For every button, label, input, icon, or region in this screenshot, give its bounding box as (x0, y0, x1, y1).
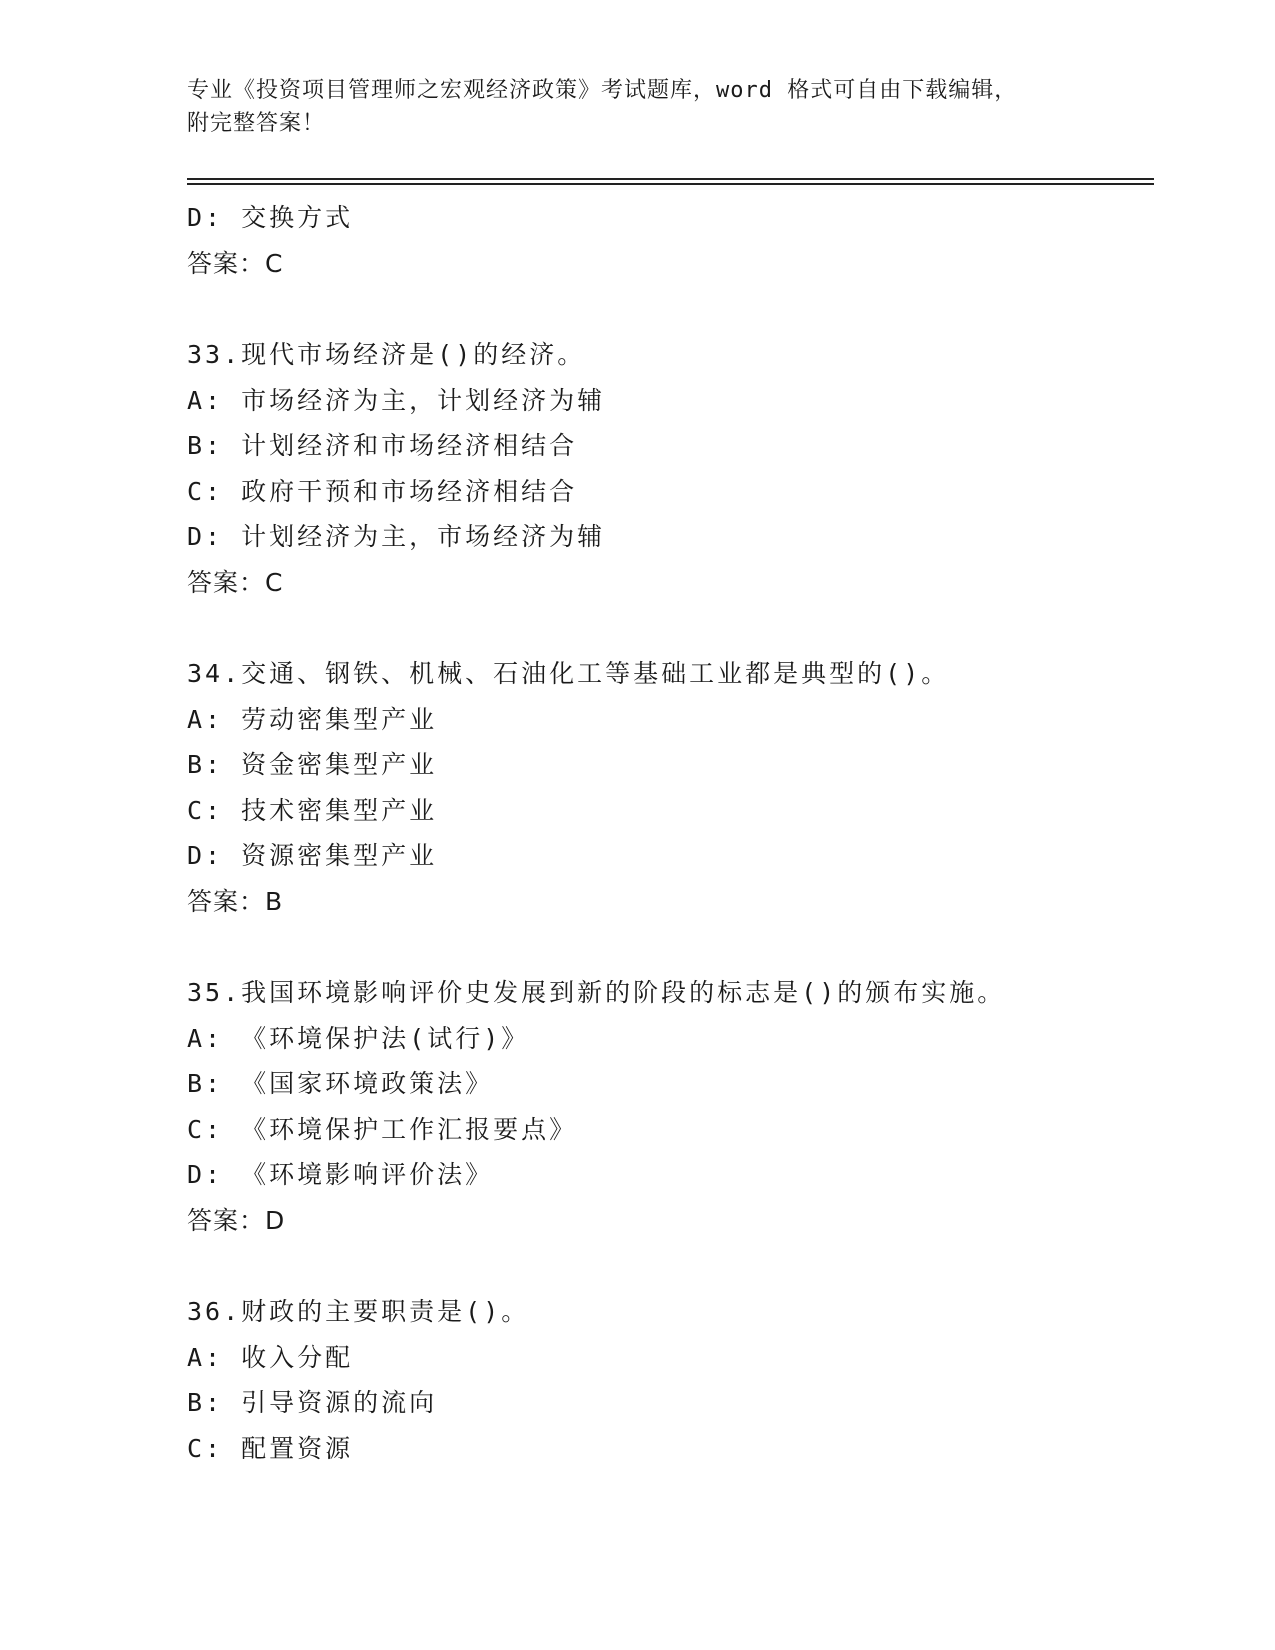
question-35 (187, 970, 1154, 1243)
question-list (187, 195, 1154, 1471)
option-d: D: 资源密集型产业 (187, 841, 438, 870)
question-stem: 35.我国环境影响评价史发展到新的阶段的标志是()的颁布实施。 (187, 978, 1006, 1007)
question-33 (187, 332, 1154, 605)
option-c: C: 技术密集型产业 (187, 795, 438, 825)
header-line-1: 专业《投资项目管理师之宏观经济政策》考试题库，word 格式可自由下载编辑， (187, 78, 1018, 103)
option-c: C: 政府干预和市场经济相结合 (187, 476, 578, 506)
option-c: C: 《环境保护工作汇报要点》 (187, 1114, 578, 1144)
question-34 (187, 651, 1154, 924)
option-a: A: 市场经济为主，计划经济为辅 (187, 385, 606, 415)
option-b: B: 《国家环境政策法》 (187, 1069, 494, 1098)
answer: 答案：B (187, 886, 284, 916)
question-stem: 34.交通、钢铁、机械、石油化工等基础工业都是典型的()。 (187, 659, 950, 688)
option-b: B: 引导资源的流向 (187, 1388, 438, 1417)
option-d: D: 《环境影响评价法》 (187, 1160, 494, 1189)
header-divider-top (187, 178, 1154, 180)
answer: 答案：C (187, 248, 284, 278)
option-a: A: 劳动密集型产业 (187, 704, 438, 734)
question-stem: 33.现代市场经济是()的经济。 (187, 340, 586, 369)
option-b: B: 计划经济和市场经济相结合 (187, 431, 578, 460)
question-36 (187, 1289, 1154, 1471)
header-line-2: 附完整答案！ (187, 111, 326, 136)
option-a: A: 收入分配 (187, 1342, 354, 1372)
document-header (187, 74, 1087, 140)
option-c: C: 配置资源 (187, 1433, 354, 1463)
option-a: A: 《环境保护法(试行)》 (187, 1023, 530, 1053)
option-b: B: 资金密集型产业 (187, 750, 438, 779)
header-divider-bottom (187, 183, 1154, 185)
answer: 答案：D (187, 1205, 286, 1235)
answer: 答案：C (187, 567, 284, 597)
option-d: D: 计划经济为主，市场经济为辅 (187, 522, 606, 551)
question-stem: 36.财政的主要职责是()。 (187, 1297, 530, 1326)
option-d: D: 交换方式 (187, 203, 354, 232)
